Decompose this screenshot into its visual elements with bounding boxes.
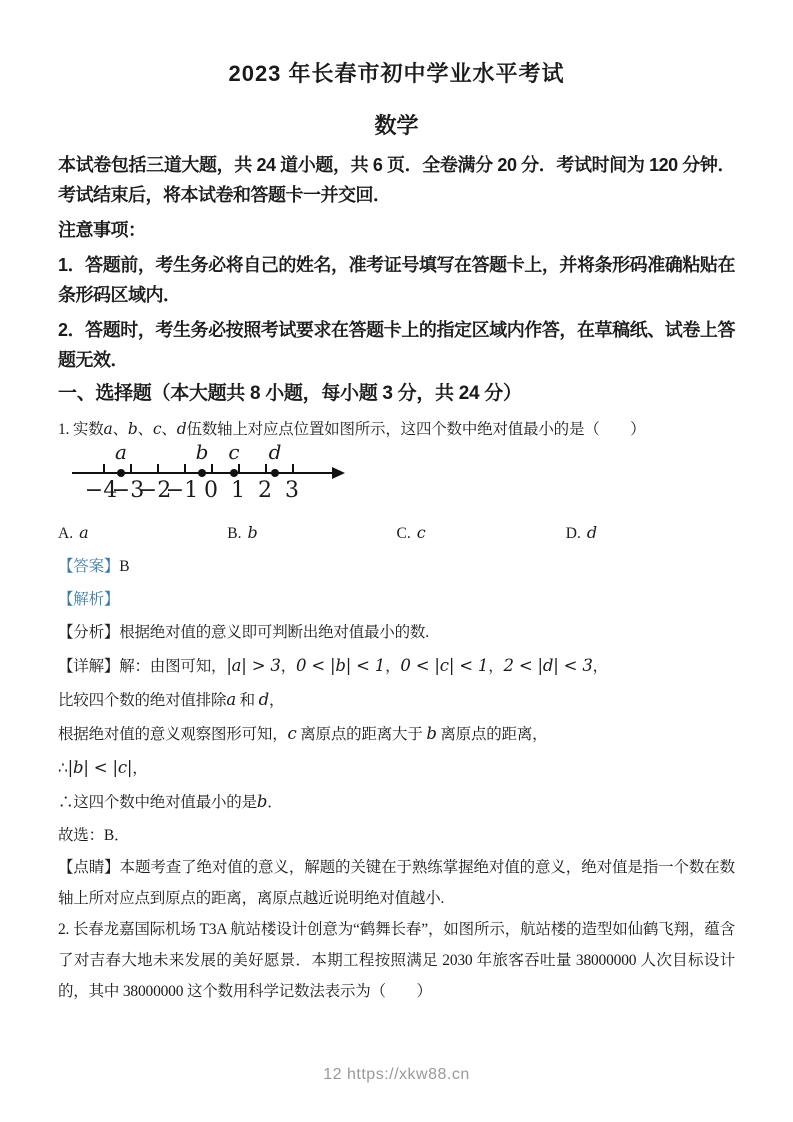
notice-item-2: 2．答题时，考生务必按照考试要求在答题卡上的指定区域内作答，在草稿纸、试卷上答题无效．: [58, 320, 735, 370]
page-footer: 12 https://xkw88.cn: [323, 1066, 470, 1083]
point-dot-d: [271, 469, 279, 477]
point-label-d: d: [268, 440, 282, 464]
solution-smallest-line: ∴这四个数中绝对值最小的是b．: [58, 792, 283, 811]
tick-label: 0: [204, 478, 218, 503]
analysis-line: 【分析】根据绝对值的意义即可判断出绝对值最小的数.: [58, 624, 429, 641]
tick-label: −4: [84, 478, 118, 503]
option-value: c: [416, 523, 426, 542]
option-key: C.: [396, 525, 411, 542]
number-line-figure: [72, 442, 392, 516]
axis-arrow-icon: [332, 467, 345, 479]
option-value: d: [586, 523, 598, 542]
answer-choice-line: 故选：B．: [58, 827, 130, 844]
section-1-heading: 一、选择题（本大题共 8 小题，每小题 3 分，共 24 分）: [58, 383, 522, 404]
answer-value: B: [119, 558, 130, 575]
detail-line: 【详解】解：由图可知，|a| > 3，0 < |b| < 1，0 < |c| < 1，2 < |d| < 3，: [58, 656, 608, 675]
solution-compare-line: 比较四个数的绝对值排除a 和 d，: [58, 690, 285, 709]
tick-label: 3: [285, 478, 299, 503]
point-label-b: b: [195, 440, 209, 464]
solution-observe-line: 根据绝对值的意义观察图形可知，c 离原点的距离大于 b 离原点的距离，: [58, 724, 548, 743]
solution-inequality-line: ∴|b| < |c|，: [58, 758, 148, 777]
point-dot-b: [198, 469, 206, 477]
point-dot-c: [230, 469, 238, 477]
question-1-stem: 1. 实数a、b、c、d伍数轴上对应点位置如图所示，这四个数中绝对值最小的是（ ）: [58, 420, 646, 438]
question-1-options: [58, 520, 735, 547]
note-paragraph: 【点睛】本题考查了绝对值的意义，解题的关键在于熟练掌握绝对值的意义，绝对值是指一个数在数轴上所对应点到原点的距离，离原点越近说明绝对值越小.: [58, 859, 735, 907]
option-key: A.: [58, 525, 74, 542]
option-key: D.: [565, 525, 581, 542]
answer-line: [58, 550, 735, 583]
point-label-a: a: [115, 440, 127, 464]
tick-label: −1: [165, 478, 199, 503]
tick-label: −3: [111, 478, 145, 503]
exam-title: 2023 年长春市初中学业水平考试: [228, 61, 565, 86]
option-value: a: [79, 523, 89, 542]
point-label-c: c: [228, 440, 240, 464]
tick-label: 1: [231, 478, 245, 503]
answer-label: 【答案】: [58, 558, 120, 575]
tick-label: −2: [138, 478, 172, 503]
exam-subject: 数学: [374, 113, 419, 138]
question-2-stem: 2. 长春龙嘉国际机场 T3A 航站楼设计创意为“鹤舞长春”，如图所示，航站楼的造型如仙鹤飞翔，蕴含了对吉春大地未来发展的美好愿景．本期工程按照满足 2030 年旅客吞吐量 38000000 人次目标设计的，其中 38000000 这个数用科学记数法表示为（ ）: [58, 921, 735, 1000]
point-dot-a: [117, 469, 125, 477]
option-b: [227, 520, 396, 547]
option-c: [397, 520, 566, 547]
tick-label: 2: [258, 478, 272, 503]
option-d: [566, 520, 735, 547]
option-a: [58, 520, 227, 547]
notice-heading: 注意事项：: [58, 220, 146, 240]
analysis-label-line: [58, 583, 735, 616]
option-key: B.: [227, 525, 242, 542]
notice-item-1: 1．答题前，考生务必将自己的姓名，准考证号填写在答题卡上，并将条形码准确粘贴在条形码区域内．: [58, 255, 735, 305]
analysis-label: 【解析】: [58, 591, 120, 608]
exam-intro: 本试卷包括三道大题，共 24 道小题，共 6 页．全卷满分 20 分．考试时间为 120 分钟．考试结束后，将本试卷和答题卡一并交回．: [58, 155, 735, 205]
option-value: b: [247, 523, 258, 542]
